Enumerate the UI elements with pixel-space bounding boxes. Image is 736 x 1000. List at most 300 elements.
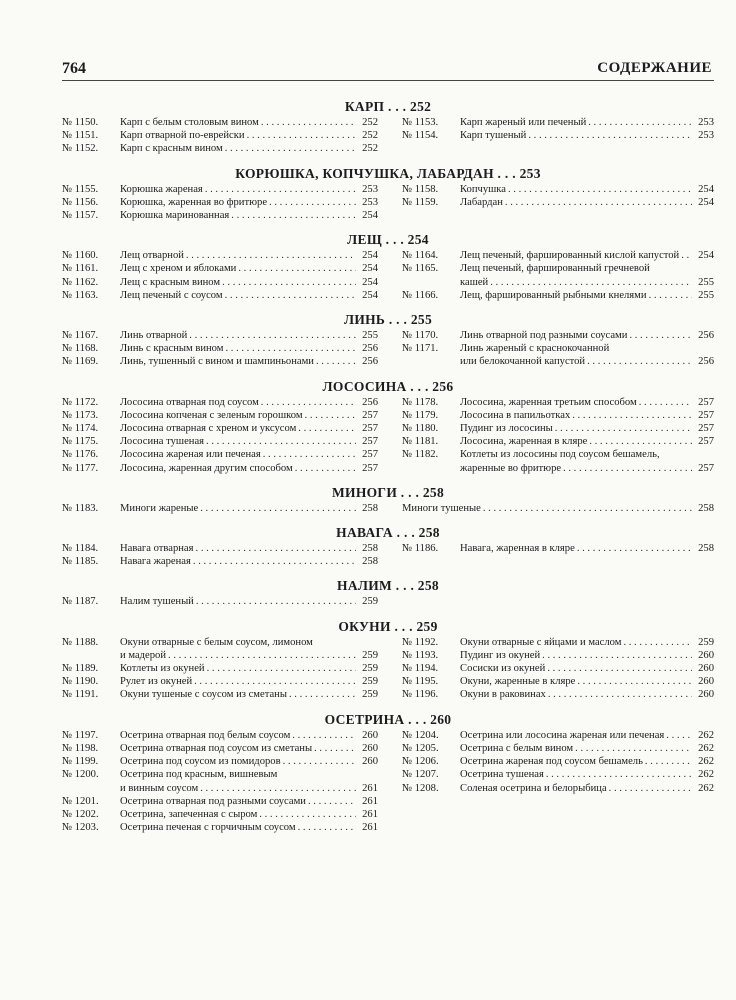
page-ref: 262 — [698, 729, 714, 741]
entry-line — [120, 409, 378, 422]
dot-leader — [666, 729, 692, 742]
entry-line — [120, 396, 378, 409]
recipe-number: № 1182. — [402, 449, 439, 461]
toc-entry[interactable] — [402, 129, 714, 142]
toc-entry[interactable] — [402, 342, 714, 368]
entry-line — [460, 249, 714, 262]
toc-entry[interactable] — [62, 675, 378, 688]
entry-body — [120, 542, 378, 555]
recipe-number: № 1189. — [62, 663, 99, 675]
page-ref: 257 — [362, 462, 378, 474]
recipe-number: № 1204. — [402, 729, 439, 741]
recipe-number: № 1192. — [402, 636, 439, 648]
recipe-title: Навага отварная — [120, 543, 194, 555]
toc-entry[interactable] — [62, 422, 378, 435]
page-ref: 260 — [698, 663, 714, 675]
entry-body — [460, 289, 714, 302]
entry-body — [120, 821, 378, 834]
toc-entry[interactable] — [402, 782, 714, 795]
right-column — [402, 595, 714, 608]
recipe-title: Осетрина печеная с горчичным соусом — [120, 822, 296, 834]
entry-line — [120, 183, 378, 196]
entry-body — [460, 688, 714, 701]
recipe-title: Пудинг из лососины — [460, 423, 553, 435]
entry-line — [120, 116, 378, 129]
toc-entry[interactable] — [62, 329, 378, 342]
entry-line — [460, 675, 714, 688]
dot-leader — [572, 409, 692, 422]
dot-leader — [261, 396, 356, 409]
recipe-title: Осетрина отварная под разными соусами — [120, 795, 306, 807]
entry-line — [120, 595, 378, 608]
entry-line — [460, 435, 714, 448]
toc-entry[interactable] — [62, 409, 378, 422]
toc-entry[interactable] — [62, 183, 378, 196]
entry-line — [120, 649, 378, 662]
toc-entry[interactable] — [402, 409, 714, 422]
page-ref: 262 — [698, 742, 714, 754]
toc-entry[interactable] — [62, 262, 378, 275]
toc-entry[interactable] — [402, 289, 714, 302]
toc-entry[interactable] — [402, 742, 714, 755]
toc-entry[interactable] — [62, 795, 378, 808]
dot-leader — [589, 435, 692, 448]
dot-leader — [295, 462, 356, 475]
dot-leader — [639, 396, 692, 409]
page-ref: 252 — [362, 117, 378, 128]
recipe-number: № 1174. — [62, 423, 99, 435]
page-ref: 260 — [362, 742, 378, 754]
toc-entry[interactable] — [62, 502, 378, 515]
recipe-title: Карп жареный или печеный — [460, 117, 587, 128]
recipe-title: Лососина отварная с хреном и уксусом — [120, 423, 297, 435]
section-columns — [62, 729, 714, 835]
section-columns — [62, 636, 714, 702]
recipe-title: Миноги жареные — [120, 502, 199, 514]
toc-entry[interactable] — [62, 435, 378, 448]
recipe-title: Навага жареная — [120, 556, 191, 568]
page-ref: 252 — [362, 130, 378, 142]
dot-leader — [508, 183, 692, 196]
recipe-number: № 1164. — [402, 250, 439, 262]
recipe-title: Соленая осетрина и белорыбица — [460, 782, 607, 794]
page-ref: 259 — [362, 596, 378, 608]
dot-leader — [298, 422, 356, 435]
entry-body — [120, 289, 378, 302]
dot-leader — [292, 729, 356, 742]
entry-body — [120, 636, 378, 662]
recipe-number: № 1206. — [402, 756, 439, 768]
entry-line — [120, 435, 378, 448]
recipe-title: Корюшка, жаренная во фритюре — [120, 196, 268, 208]
page-ref: 257 — [362, 436, 378, 448]
toc-entry[interactable] — [402, 262, 714, 288]
page-ref: 262 — [698, 769, 714, 781]
recipe-number: № 1175. — [62, 436, 99, 448]
entry-line — [120, 422, 378, 435]
toc-entry[interactable] — [402, 729, 714, 742]
recipe-title-line: Котлеты из лососины под соусом бешамель, — [460, 449, 660, 461]
page-ref: 262 — [698, 756, 714, 768]
section-title: ОКУНИ . . . 259 — [338, 618, 438, 634]
recipe-title: и винным соусом — [120, 782, 199, 794]
recipe-title: Лососина, жаренная в кляре — [460, 436, 588, 448]
toc-entry[interactable] — [402, 636, 714, 649]
entry-body — [120, 502, 378, 515]
page-ref: 256 — [698, 356, 714, 368]
section-columns — [62, 502, 714, 515]
recipe-title: и мадерой — [120, 649, 167, 661]
recipe-number: № 1156. — [62, 196, 99, 208]
recipe-title: Лещ печеный с соусом — [120, 289, 223, 301]
dot-leader — [168, 649, 356, 662]
toc-entry[interactable] — [402, 329, 714, 342]
recipe-title: Лещ с красным вином — [120, 276, 221, 288]
recipe-title: Пудинг из окуней — [460, 649, 541, 661]
recipe-title: Рулет из окуней — [120, 676, 193, 688]
entry-body — [120, 209, 378, 222]
recipe-number: № 1169. — [62, 356, 99, 368]
entry-line — [460, 782, 714, 795]
toc-entry[interactable] — [62, 821, 378, 834]
recipe-number: № 1159. — [402, 196, 439, 208]
toc-entry[interactable] — [62, 755, 378, 768]
entry-body — [460, 755, 714, 768]
toc-entry[interactable] — [62, 209, 378, 222]
section-title: ЛИНЬ . . . 255 — [343, 312, 433, 328]
section-title: ОСЕТРИНА . . . 260 — [324, 711, 452, 727]
right-column — [402, 329, 714, 369]
dot-leader — [548, 688, 692, 701]
page-ref: 254 — [362, 210, 378, 222]
section-title: КОРЮШКА, КОПЧУШКА, ЛАБАРДАН . . . 253 — [235, 165, 541, 181]
page-ref: 258 — [698, 502, 714, 514]
page-ref: 256 — [362, 343, 378, 355]
toc-entry[interactable] — [62, 595, 378, 608]
recipe-title: Окуни, жаренные в кляре — [460, 676, 576, 688]
recipe-title: Лососина копченая с зеленым горошком — [120, 409, 303, 421]
recipe-title: Окуни тушеные с соусом из сметаны — [120, 689, 287, 701]
page-ref: 259 — [362, 676, 378, 688]
entry-body — [120, 555, 378, 568]
toc-entry[interactable] — [402, 448, 714, 474]
left-column — [62, 636, 378, 702]
entry-body — [460, 262, 714, 288]
toc-entry[interactable] — [62, 196, 378, 209]
recipe-title: Осетрина тушеная — [460, 769, 544, 781]
recipe-title: Осетрина отварная под соусом из сметаны — [120, 742, 313, 754]
page-ref: 259 — [362, 689, 378, 701]
recipe-number: № 1207. — [402, 769, 439, 781]
dot-leader — [681, 249, 692, 262]
entry-body — [120, 262, 378, 275]
dot-leader — [645, 755, 692, 768]
dot-leader — [316, 355, 356, 368]
dot-leader — [298, 821, 356, 834]
entry-line — [460, 742, 714, 755]
recipe-number: № 1173. — [62, 409, 99, 421]
dot-leader — [189, 329, 356, 342]
recipe-title: Лабардан — [460, 196, 503, 208]
recipe-title: кашей — [460, 276, 489, 288]
toc-entry[interactable] — [402, 662, 714, 675]
page-ref: 258 — [698, 543, 714, 555]
recipe-number: № 1183. — [62, 502, 99, 514]
entry-body — [120, 448, 378, 461]
recipe-title: Осетрина отварная под белым соусом — [120, 729, 291, 741]
page-ref: 259 — [362, 663, 378, 675]
entry-line — [120, 342, 378, 355]
entry-body — [460, 196, 714, 209]
recipe-number: № 1202. — [62, 808, 99, 820]
recipe-number: № 1171. — [402, 343, 439, 355]
toc-entry[interactable] — [402, 649, 714, 662]
dot-leader — [490, 276, 692, 289]
right-column — [402, 396, 714, 475]
dot-leader — [547, 662, 692, 675]
entry-body — [460, 742, 714, 755]
section-title: КАРП . . . 252 — [344, 99, 432, 114]
entry-body — [460, 129, 714, 142]
dot-leader — [261, 116, 356, 129]
entry-body — [120, 462, 378, 475]
recipe-number: № 1165. — [402, 263, 439, 275]
recipe-number: № 1160. — [62, 250, 99, 262]
entry-body — [460, 396, 714, 409]
recipe-title: Карп с белым столовым вином — [120, 117, 259, 128]
recipe-title: Миноги тушеные — [402, 502, 481, 514]
toc-entry[interactable] — [402, 196, 714, 209]
toc-entry[interactable] — [402, 768, 714, 781]
section-title: МИНОГИ . . . 258 — [331, 484, 444, 500]
page-ref: 257 — [698, 396, 714, 408]
page-ref: 259 — [698, 636, 714, 648]
entry-line — [460, 396, 714, 409]
section-title: НАЛИМ . . . 258 — [337, 578, 439, 594]
page-ref: 260 — [362, 756, 378, 768]
dot-leader — [225, 142, 356, 155]
page-ref: 260 — [698, 676, 714, 688]
recipe-number: № 1198. — [62, 742, 99, 754]
dot-leader — [247, 129, 356, 142]
page-ref: 256 — [362, 396, 378, 408]
section-columns — [62, 542, 714, 568]
running-title: СОДЕРЖАНИЕ — [597, 60, 712, 76]
toc-entry[interactable] — [402, 435, 714, 448]
dot-leader — [193, 555, 356, 568]
toc-entry[interactable] — [402, 688, 714, 701]
toc-entry[interactable] — [62, 542, 378, 555]
entry-line — [120, 196, 378, 209]
recipe-number: № 1178. — [402, 396, 439, 408]
entry-body — [120, 276, 378, 289]
entry-body — [120, 768, 378, 794]
page-ref: 261 — [362, 782, 378, 794]
entry-body — [120, 435, 378, 448]
recipe-number: № 1199. — [62, 756, 99, 768]
toc-entry[interactable] — [62, 129, 378, 142]
page-ref: 257 — [362, 423, 378, 435]
recipe-title: Лососина, жаренная третьим способом — [460, 396, 637, 408]
page-ref: 254 — [362, 263, 378, 275]
toc-entry[interactable] — [402, 116, 714, 129]
recipe-title: Карп отварной по-еврейски — [120, 130, 245, 142]
toc-entry[interactable] — [62, 742, 378, 755]
dot-leader — [196, 595, 356, 608]
page-ref: 257 — [698, 436, 714, 448]
recipe-title: Карп с красным вином — [120, 143, 223, 155]
page-ref: 258 — [362, 502, 378, 514]
dot-leader — [200, 502, 356, 515]
dot-leader — [314, 742, 356, 755]
entry-line — [120, 555, 378, 568]
right-column — [402, 729, 714, 835]
entry-body — [120, 742, 378, 755]
toc-entry[interactable] — [402, 183, 714, 196]
recipe-number: № 1179. — [402, 409, 439, 421]
toc-entry[interactable] — [62, 555, 378, 568]
recipe-number: № 1188. — [62, 636, 99, 648]
recipe-number: № 1186. — [402, 543, 439, 555]
entry-line — [120, 542, 378, 555]
toc-entry[interactable] — [62, 636, 378, 662]
entry-line — [120, 142, 378, 155]
entry-body — [460, 662, 714, 675]
toc-entry[interactable] — [402, 675, 714, 688]
toc-entry[interactable] — [62, 355, 378, 368]
toc-entry[interactable] — [62, 342, 378, 355]
toc-entry[interactable] — [62, 142, 378, 155]
entry-body — [120, 249, 378, 262]
recipe-number: № 1181. — [402, 436, 439, 448]
page-ref: 257 — [698, 462, 714, 474]
entry-body — [460, 768, 714, 781]
page-ref: 259 — [362, 649, 378, 661]
toc-entry[interactable] — [402, 502, 714, 515]
entry-line — [120, 289, 378, 302]
dot-leader — [207, 662, 356, 675]
entry-body — [120, 355, 378, 368]
dot-leader — [200, 782, 356, 795]
page-ref: 257 — [362, 449, 378, 461]
toc-entry[interactable] — [62, 396, 378, 409]
entry-body — [120, 329, 378, 342]
entry-line — [120, 502, 378, 515]
recipe-number: № 1187. — [62, 596, 99, 608]
page-ref: 256 — [698, 330, 714, 342]
recipe-title: Окуни отварные с яйцами и маслом — [460, 636, 622, 648]
header-rule — [62, 80, 714, 81]
entry-line — [460, 462, 714, 475]
entry-line — [460, 729, 714, 742]
entry-line — [120, 262, 378, 275]
entry-body — [120, 396, 378, 409]
toc-entry[interactable] — [62, 116, 378, 129]
dot-leader — [577, 675, 692, 688]
recipe-number: № 1197. — [62, 729, 99, 741]
page-ref: 254 — [362, 250, 378, 262]
toc-entry[interactable] — [62, 276, 378, 289]
entry-line — [460, 422, 714, 435]
toc-entry[interactable] — [62, 808, 378, 821]
left-column — [62, 183, 378, 223]
toc-entry[interactable] — [402, 755, 714, 768]
section-title: НАВАГА . . . 258 — [336, 525, 440, 541]
dot-leader — [649, 289, 692, 302]
entry-body — [120, 595, 378, 608]
toc-entry[interactable] — [62, 448, 378, 461]
entry-line — [460, 768, 714, 781]
dot-leader — [231, 209, 356, 222]
page-ref: 260 — [362, 729, 378, 741]
entry-line — [120, 755, 378, 768]
toc-entry[interactable] — [62, 462, 378, 475]
entry-body — [120, 755, 378, 768]
section-columns — [62, 595, 714, 608]
toc-entry[interactable] — [62, 249, 378, 262]
entry-line — [460, 196, 714, 209]
page-ref: 253 — [362, 183, 378, 195]
recipe-title: Линь отварной под разными соусами — [460, 330, 628, 342]
entry-body — [120, 795, 378, 808]
toc-entry[interactable] — [62, 662, 378, 675]
dot-leader — [205, 183, 356, 196]
entry-body — [120, 409, 378, 422]
left-column — [62, 542, 378, 568]
toc-entry[interactable] — [402, 396, 714, 409]
recipe-number: № 1153. — [402, 117, 439, 128]
dot-leader — [186, 249, 356, 262]
entry-line — [120, 675, 378, 688]
toc-entry[interactable] — [62, 289, 378, 302]
section-columns — [62, 116, 714, 156]
recipe-title: Осетрина под соусом из помидоров — [120, 756, 281, 768]
toc-entry[interactable] — [402, 422, 714, 435]
entry-body — [120, 142, 378, 155]
recipe-number: № 1157. — [62, 210, 99, 222]
recipe-number: № 1196. — [402, 689, 439, 701]
toc-entry[interactable] — [62, 729, 378, 742]
page-ref: 261 — [362, 822, 378, 834]
recipe-title: Лососина в папильотках — [460, 409, 571, 421]
entry-body — [120, 196, 378, 209]
toc-entry[interactable] — [402, 249, 714, 262]
entry-line — [460, 636, 714, 649]
entry-body — [402, 502, 714, 515]
dot-leader — [483, 502, 692, 515]
entry-body — [460, 729, 714, 742]
toc-entry[interactable] — [62, 768, 378, 794]
recipe-number: № 1167. — [62, 330, 99, 342]
recipe-number: № 1194. — [402, 663, 439, 675]
recipe-number: № 1151. — [62, 130, 99, 142]
toc-entry[interactable] — [62, 688, 378, 701]
recipe-title-line: Лещ печеный, фаршированный гречневой — [460, 263, 650, 275]
recipe-number: № 1176. — [62, 449, 99, 461]
entry-body — [120, 675, 378, 688]
dot-leader — [206, 435, 356, 448]
dot-leader — [563, 462, 692, 475]
entry-body — [460, 342, 714, 368]
entry-body — [460, 448, 714, 474]
recipe-number: № 1200. — [62, 769, 99, 781]
entry-line — [460, 355, 714, 368]
toc-entry[interactable] — [402, 542, 714, 555]
recipe-title: Лососина отварная под соусом — [120, 396, 259, 408]
dot-leader — [269, 196, 356, 209]
section-title: ЛЕЩ . . . 254 — [347, 232, 429, 248]
recipe-title: Линь отварной — [120, 330, 188, 342]
